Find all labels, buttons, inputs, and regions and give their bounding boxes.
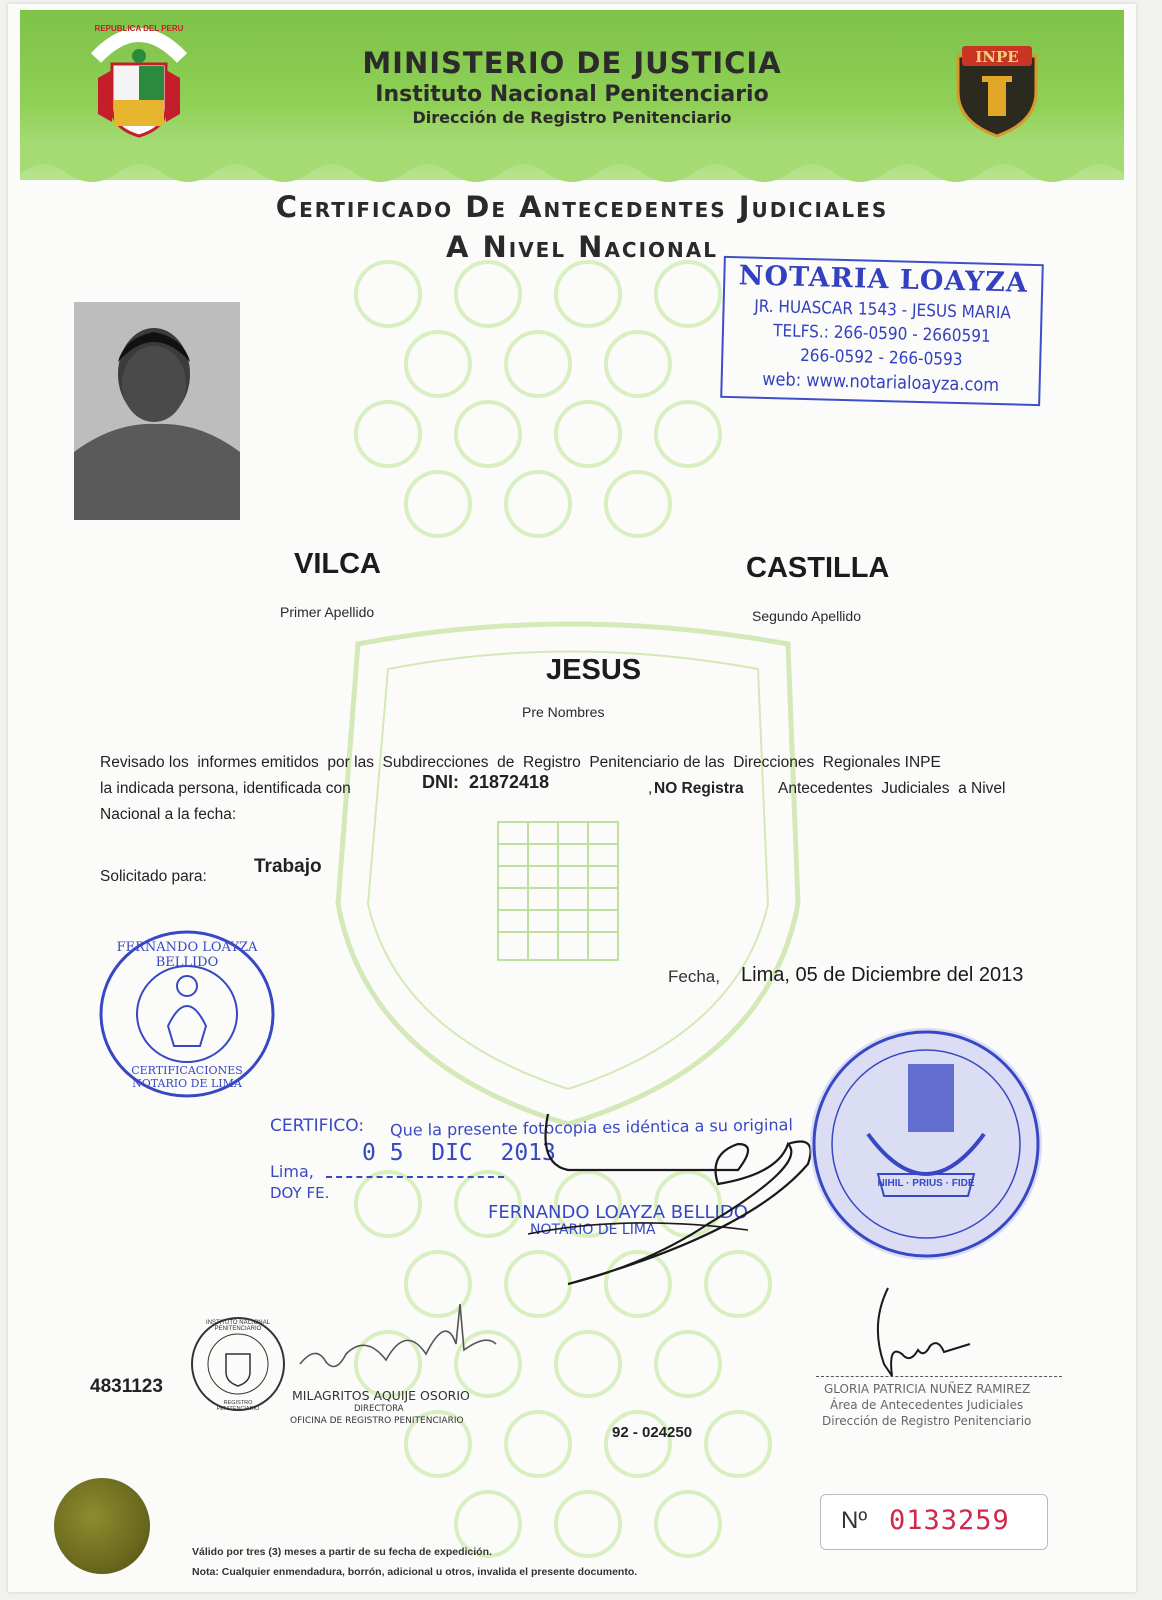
notary-signature: [508, 1104, 828, 1294]
inpe-registry-seal: [188, 1314, 288, 1414]
institute-title: Instituto Nacional Penitenciario: [375, 82, 769, 107]
footer-note: Nota: Cualquier enmendadura, borrón, adicional u otros, invalida el presente documento.: [192, 1566, 638, 1578]
notary-round-stamp-top: FERNANDO LOAYZA BELLIDO: [116, 940, 258, 970]
serial-label: Nº: [841, 1507, 868, 1534]
inpe-registry-seal-bottom: REGISTRO PENITENCIARIO: [216, 1400, 260, 1412]
certifico-doy-fe: DOY FE.: [270, 1184, 330, 1202]
notaria-stamp: [720, 256, 1044, 406]
statement-comma: ,: [648, 780, 653, 797]
certifico-notary-title: NOTARIO DE LIMA: [530, 1222, 656, 1238]
header-fringe: [20, 144, 1124, 190]
direction-title: Dirección de Registro Penitenciario: [412, 108, 732, 127]
serial-value: 0133259: [889, 1505, 1010, 1536]
certificate-title-line2: A Nivel Nacional: [445, 230, 719, 264]
certifico-lima: Lima,: [270, 1162, 314, 1181]
applicant-photo: [74, 302, 240, 520]
first-surname-label: Primer Apellido: [280, 604, 375, 620]
certifico-label: CERTIFICO:: [270, 1116, 365, 1136]
requested-for-label: Solicitado para:: [100, 868, 207, 885]
certificate-title-line1: Certificado De Antecedentes Judiciales: [275, 190, 889, 224]
peru-seal-text: REPUBLICA DEL PERU: [94, 24, 184, 33]
notaria-stamp-phones1: TELFS.: 266-0590 - 2660591: [772, 321, 991, 347]
gold-hologram-seal: [54, 1478, 150, 1574]
statement-line1: Revisado los informes emitidos por las Subdirecciones de Registro Penitenciario de las Direcciones Regionales INPE: [100, 754, 941, 771]
area-head-name: GLORIA PATRICIA NUÑEZ RAMIREZ: [824, 1382, 1031, 1396]
date-value: Lima, 05 de Diciembre del 2013: [741, 964, 1024, 986]
area-head-area: Área de Antecedentes Judiciales: [830, 1398, 1024, 1412]
notaria-stamp-address: JR. HUASCAR 1543 - JESUS MARIA: [753, 296, 1012, 324]
certifico-text: Que la presente fotocopia es idéntica a su original: [389, 1115, 793, 1140]
director-office: OFICINA DE REGISTRO PENITENCIARIO: [290, 1416, 464, 1426]
inpe-badge-text: INPE: [975, 48, 1019, 66]
no-registra: NO Registra: [654, 780, 744, 797]
notaria-stamp-web: web: www.notarialoayza.com: [761, 368, 1000, 397]
second-surname-label: Segundo Apellido: [752, 608, 861, 624]
date-label: Fecha,: [668, 967, 720, 986]
statement-line3: Nacional a la fecha:: [100, 806, 237, 823]
given-names-label: Pre Nombres: [522, 704, 605, 720]
certificate-sheet: [8, 4, 1136, 1592]
dni-value: DNI: 21872418: [422, 772, 550, 792]
area-head-signature: [858, 1284, 978, 1384]
statement-line2-pre: la indicada persona, identificada con: [100, 780, 351, 797]
certifico-date-underline: [326, 1176, 504, 1178]
notaria-stamp-phones2: 266-0592 - 266-0593: [799, 345, 963, 371]
certifico-notary-name: FERNANDO LOAYZA BELLIDO: [488, 1202, 748, 1223]
document-number-left: 4831123: [90, 1376, 163, 1397]
first-surname: VILCA: [294, 548, 381, 580]
director-name: MILAGRITOS AQUIJE OSORIO: [292, 1388, 470, 1403]
notary-round-stamp-bottom: CERTIFICACIONES NOTARIO DE LIMA: [131, 1064, 243, 1090]
certifico-stamp-date: 0 5 DIC 2013: [362, 1140, 556, 1166]
inpe-registry-seal-text: INSTITUTO NACIONAL PENITENCIARIO: [206, 1320, 270, 1332]
given-names: JESUS: [546, 654, 642, 686]
document-number-middle: 92 - 024250: [612, 1424, 693, 1441]
ministry-title: MINISTERIO DE JUSTICIA: [362, 46, 782, 80]
second-surname: CASTILLA: [746, 552, 890, 584]
notary-seal-right: [808, 1024, 1044, 1264]
seal-right-motto: NIHIL · PRIUS · FIDE: [877, 1178, 975, 1189]
area-head-signature-line: [816, 1376, 1062, 1377]
requested-for-value: Trabajo: [254, 856, 322, 877]
statement-line2-post: Antecedentes Judiciales a Nivel: [778, 780, 1006, 797]
area-head-office: Dirección de Registro Penitenciario: [822, 1414, 1032, 1428]
footer-validity: Válido por tres (3) meses a partir de su fecha de expedición.: [192, 1546, 492, 1558]
notaria-stamp-name: NOTARIA LOAYZA: [738, 260, 1029, 299]
serial-number-box: [820, 1494, 1048, 1550]
director-role: DIRECTORA: [354, 1404, 404, 1414]
notary-round-stamp: [96, 926, 278, 1102]
director-signature: [296, 1304, 506, 1384]
